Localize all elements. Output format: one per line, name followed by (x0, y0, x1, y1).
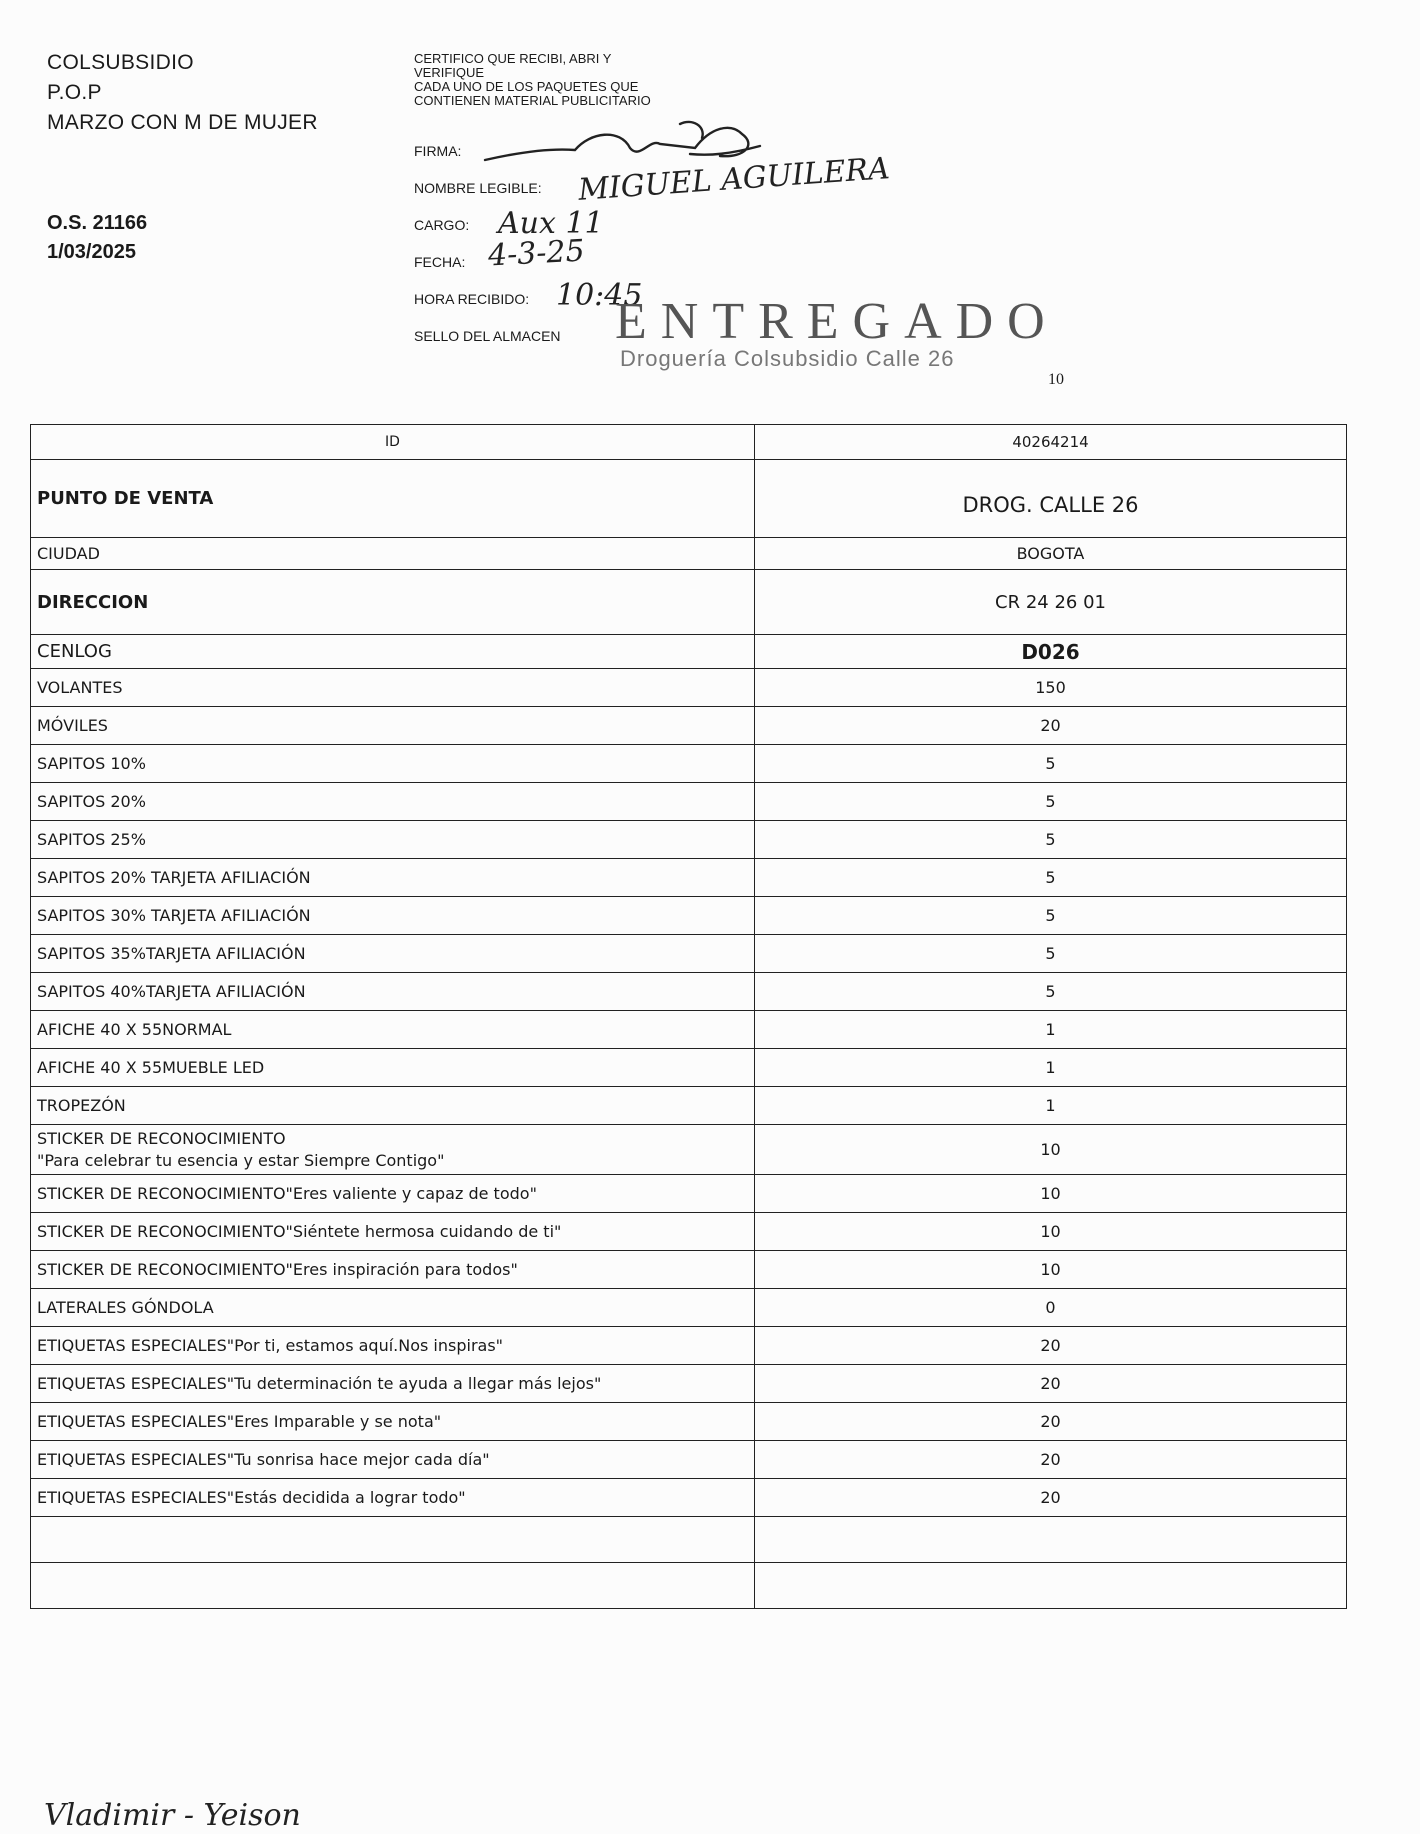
row-value: 1 (755, 1049, 1347, 1087)
table-row (31, 1251, 1347, 1289)
row-value: 20 (755, 1479, 1347, 1517)
fecha-value: 4-3-25 (487, 233, 586, 274)
table-row (31, 1213, 1347, 1251)
certificate-text (414, 52, 744, 108)
table-row (31, 707, 1347, 745)
row-label: SAPITOS 25% (31, 821, 755, 859)
row-label: ETIQUETAS ESPECIALES"Tu sonrisa hace mejor cada día" (31, 1441, 755, 1479)
row-value: 5 (755, 935, 1347, 973)
table-row (31, 973, 1347, 1011)
order-number: O.S. 21166 (47, 212, 148, 234)
row-label: TROPEZÓN (31, 1087, 755, 1125)
row-label: STICKER DE RECONOCIMIENTO"Eres inspiración para todos" (31, 1251, 755, 1289)
row-label: STICKER DE RECONOCIMIENTO"Siéntete hermosa cuidando de ti" (31, 1213, 755, 1251)
row-value: 20 (755, 1403, 1347, 1441)
row-label: LATERALES GÓNDOLA (31, 1289, 755, 1327)
company-name: COLSUBSIDIO (47, 51, 194, 74)
table-row (31, 859, 1347, 897)
row-label: ETIQUETAS ESPECIALES"Tu determinación te ayuda a llegar más lejos" (31, 1365, 755, 1403)
row-label: ETIQUETAS ESPECIALES"Por ti, estamos aquí.Nos inspiras" (31, 1327, 755, 1365)
table-row (31, 425, 1347, 460)
row-value: 20 (755, 707, 1347, 745)
table-row (31, 1289, 1347, 1327)
nombre-value: MIGUEL AGUILERA (577, 151, 891, 208)
table-row (31, 669, 1347, 707)
row-label: STICKER DE RECONOCIMIENTO (37, 1128, 286, 1148)
row-value (755, 1517, 1347, 1563)
cargo-value: Aux 11 (498, 206, 604, 241)
row-label: AFICHE 40 X 55NORMAL (31, 1011, 755, 1049)
row-value: BOGOTA (755, 538, 1347, 570)
table-row (31, 1517, 1347, 1563)
row-value: 5 (755, 821, 1347, 859)
table-row (31, 1441, 1347, 1479)
table-row (31, 538, 1347, 570)
order-block (47, 209, 147, 267)
row-label: SAPITOS 40%TARJETA AFILIACIÓN (31, 973, 755, 1011)
table-row (31, 1563, 1347, 1609)
row-value: 0 (755, 1289, 1347, 1327)
row-label-multiline (31, 1125, 755, 1175)
table-row (31, 821, 1347, 859)
row-label-quote: "Para celebrar tu esencia y estar Siempre Contigo" (37, 1150, 445, 1170)
row-label: ID (31, 425, 755, 460)
row-value: 20 (755, 1327, 1347, 1365)
page-number: 10 (1048, 371, 1064, 388)
row-label: MÓVILES (31, 707, 755, 745)
row-label (31, 1563, 755, 1609)
table-row (31, 745, 1347, 783)
material-table (30, 424, 1347, 1609)
table-row (31, 635, 1347, 669)
row-label (31, 1517, 755, 1563)
table-row (31, 1049, 1347, 1087)
row-value: 150 (755, 669, 1347, 707)
row-value: 20 (755, 1441, 1347, 1479)
nombre-label: NOMBRE LEGIBLE: (414, 180, 542, 196)
certificate-line: CONTIENEN MATERIAL PUBLICITARIO (414, 93, 651, 108)
table-row (31, 1087, 1347, 1125)
sello-label: SELLO DEL ALMACEN (414, 328, 561, 344)
row-label: VOLANTES (31, 669, 755, 707)
stamp-subtitle: Droguería Colsubsidio Calle 26 (620, 346, 955, 371)
row-label: STICKER DE RECONOCIMIENTO"Eres valiente y capaz de todo" (31, 1175, 755, 1213)
row-value: 1 (755, 1087, 1347, 1125)
certificate-line: VERIFIQUE (414, 65, 485, 80)
row-value: 10 (755, 1125, 1347, 1175)
table-row (31, 897, 1347, 935)
row-value: 5 (755, 897, 1347, 935)
cargo-label: CARGO: (414, 217, 470, 233)
row-label: CIUDAD (31, 538, 755, 570)
row-value: 20 (755, 1365, 1347, 1403)
row-label: SAPITOS 30% TARJETA AFILIACIÓN (31, 897, 755, 935)
row-value: 1 (755, 1011, 1347, 1049)
firma-label: FIRMA: (414, 143, 462, 159)
hora-value: 10:45 (556, 278, 643, 313)
row-value: 5 (755, 745, 1347, 783)
row-value: 5 (755, 783, 1347, 821)
row-value: DROG. CALLE 26 (755, 460, 1347, 538)
order-date: 1/03/2025 (47, 241, 136, 263)
row-value: 10 (755, 1175, 1347, 1213)
row-value: 10 (755, 1251, 1347, 1289)
table-row (31, 460, 1347, 538)
table-row (31, 1175, 1347, 1213)
row-value: 5 (755, 973, 1347, 1011)
row-value: 5 (755, 859, 1347, 897)
row-label: PUNTO DE VENTA (31, 460, 755, 538)
table-row (31, 570, 1347, 635)
document-type: P.O.P (47, 81, 102, 104)
bottom-signature: Vladimir - Yeison (44, 1798, 301, 1833)
table-row (31, 1011, 1347, 1049)
table-row (31, 1125, 1347, 1175)
row-label: DIRECCION (31, 570, 755, 635)
row-label: ETIQUETAS ESPECIALES"Eres Imparable y se nota" (31, 1403, 755, 1441)
header-block (47, 48, 318, 138)
row-label: SAPITOS 10% (31, 745, 755, 783)
row-value: D026 (755, 635, 1347, 669)
certificate-line: CERTIFICO QUE RECIBI, ABRI Y (414, 51, 612, 66)
table-row (31, 1365, 1347, 1403)
row-label: AFICHE 40 X 55MUEBLE LED (31, 1049, 755, 1087)
row-label: CENLOG (31, 635, 755, 669)
row-value (755, 1563, 1347, 1609)
row-label: SAPITOS 20% (31, 783, 755, 821)
table-row (31, 783, 1347, 821)
row-label: SAPITOS 35%TARJETA AFILIACIÓN (31, 935, 755, 973)
campaign-name: MARZO CON M DE MUJER (47, 111, 318, 134)
fecha-label: FECHA: (414, 254, 466, 270)
row-value: 40264214 (755, 425, 1347, 460)
certificate-line: CADA UNO DE LOS PAQUETES QUE (414, 79, 639, 94)
signature-drawing (480, 108, 780, 170)
table-row (31, 935, 1347, 973)
table-row (31, 1327, 1347, 1365)
hora-label: HORA RECIBIDO: (414, 291, 530, 307)
row-label: ETIQUETAS ESPECIALES"Estás decidida a lograr todo" (31, 1479, 755, 1517)
delivered-stamp: ENTREGADO (615, 293, 1059, 350)
row-value: CR 24 26 01 (755, 570, 1347, 635)
row-value: 10 (755, 1213, 1347, 1251)
table-row (31, 1479, 1347, 1517)
table-row (31, 1403, 1347, 1441)
row-label: SAPITOS 20% TARJETA AFILIACIÓN (31, 859, 755, 897)
